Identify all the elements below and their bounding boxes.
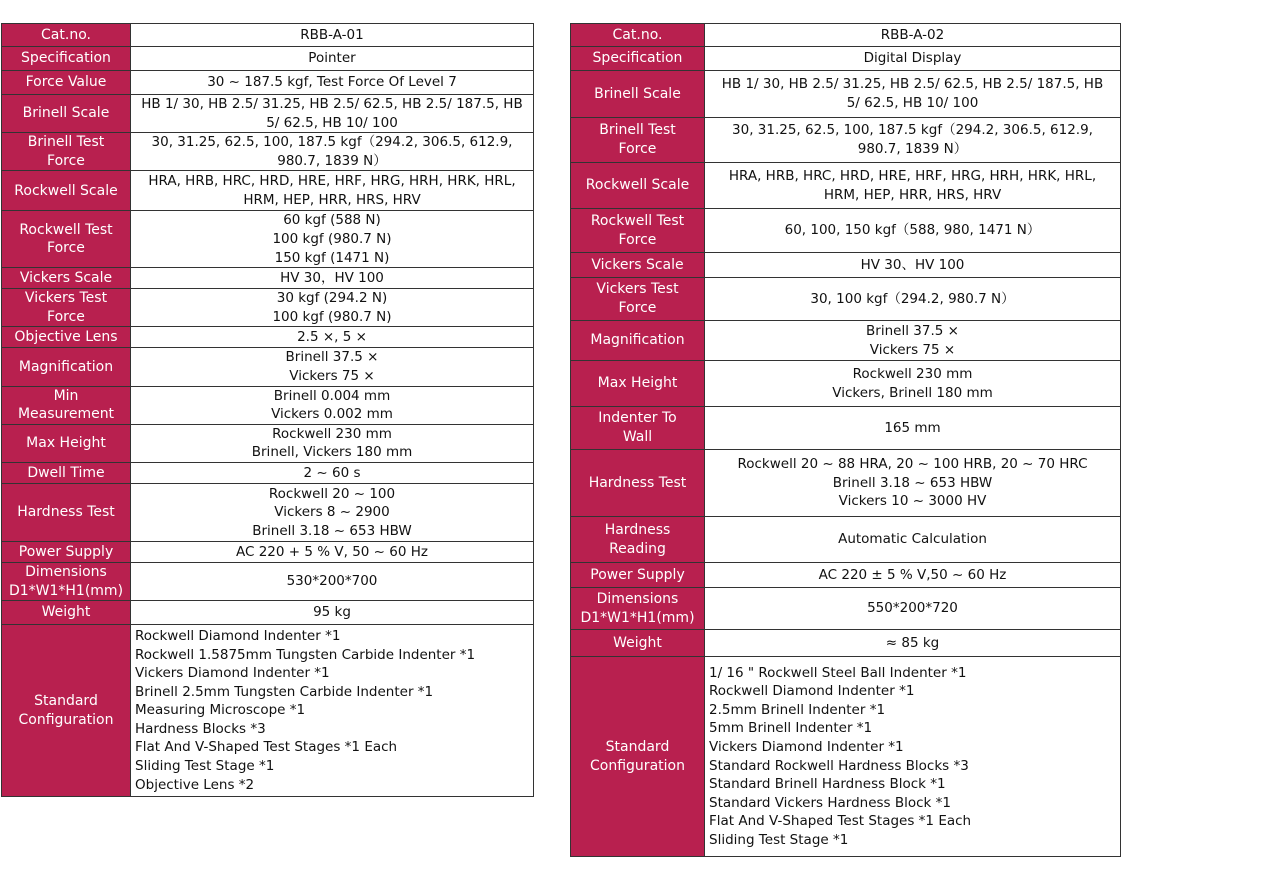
- spec-value: [131, 462, 534, 483]
- spec-value: [705, 517, 1121, 563]
- spec-value-line: Standard Brinell Hardness Block *1: [709, 776, 946, 793]
- spec-value-line: Rockwell 20 ~ 100: [268, 485, 396, 502]
- spec-value-line: Brinell 3.18 ~ 653 HBW: [832, 474, 993, 491]
- spec-value-line: HRA, HRB, HRC, HRD, HRE, HRF, HRG, HRH, HRK, HRL,: [148, 173, 516, 190]
- spec-value-line: 100 kgf (980.7 N): [272, 230, 392, 247]
- spec-value: [705, 47, 1121, 71]
- spec-value-line: Brinell, Vickers 180 mm: [251, 444, 413, 461]
- spec-value-line: Vickers Diamond Indenter *1: [709, 738, 904, 755]
- spec-value-line: 550*200*720: [867, 600, 958, 617]
- spec-value-line: 95 kg: [313, 604, 351, 621]
- spec-row-dimensions-d1-w1-h1-mm: [571, 588, 1121, 630]
- spec-label: [571, 47, 705, 71]
- spec-label-line: Force Value: [25, 74, 107, 91]
- spec-value-line: Brinell 3.18 ~ 653 HBW: [252, 522, 412, 539]
- spec-value: [131, 625, 534, 797]
- spec-value: [131, 348, 534, 386]
- spec-label: [2, 171, 131, 211]
- spec-value-line: 100 kgf (980.7 N): [272, 308, 392, 325]
- spec-row-magnification: [571, 321, 1121, 361]
- spec-row-brinell-scale: [2, 95, 534, 133]
- spec-row-objective-lens: [2, 327, 534, 348]
- spec-row-rockwell-test-force: [2, 211, 534, 268]
- spec-label: [2, 211, 131, 268]
- spec-value-line: Brinell 2.5mm Tungsten Carbide Indenter *1: [135, 683, 434, 700]
- spec-label: [571, 321, 705, 361]
- spec-value-line: Vickers 75 ×: [289, 367, 375, 384]
- spec-value: [705, 253, 1121, 278]
- spec-label-line: Dimensions: [25, 563, 107, 580]
- spec-row-dwell-time: [2, 462, 534, 483]
- spec-label: [2, 95, 131, 133]
- spec-label: [2, 47, 131, 71]
- spec-value-line: Measuring Microscope *1: [135, 702, 306, 719]
- spec-value-line: Automatic Calculation: [838, 531, 987, 548]
- spec-label: [571, 361, 705, 407]
- spec-label-line: Vickers Scale: [591, 256, 684, 273]
- spec-row-force-value: [2, 71, 534, 95]
- spec-value: [131, 133, 534, 171]
- spec-label-line: Measurement: [17, 406, 115, 423]
- spec-value: [705, 163, 1121, 209]
- spec-value-line: Vickers, Brinell 180 mm: [832, 384, 993, 401]
- spec-row-weight: [2, 601, 534, 625]
- spec-value-line: AC 220 ± 5 % V,50 ~ 60 Hz: [818, 566, 1007, 583]
- spec-label-line: Force: [47, 152, 85, 169]
- spec-row-min-measurement: [2, 386, 534, 424]
- spec-value-line: 30, 100 kgf（294.2, 980.7 N）: [810, 290, 1015, 307]
- spec-row-standard-configuration: [2, 625, 534, 797]
- spec-label-line: Configuration: [18, 711, 114, 728]
- spec-value-line: RBB-A-02: [880, 26, 945, 43]
- spec-row-dimensions-d1-w1-h1-mm: [2, 562, 534, 600]
- spec-label: [2, 268, 131, 289]
- spec-label: [2, 562, 131, 600]
- spec-value-line: 2.5mm Brinell Indenter *1: [709, 701, 886, 718]
- spec-value: [131, 601, 534, 625]
- spec-label-line: Brinell Test: [599, 122, 676, 139]
- spec-value-line: AC 220 + 5 % V, 50 ~ 60 Hz: [236, 543, 428, 560]
- spec-value-line: 165 mm: [884, 419, 941, 436]
- spec-row-brinell-scale: [571, 71, 1121, 118]
- spec-value-line: HB 1/ 30, HB 2.5/ 31.25, HB 2.5/ 62.5, HB 2.5/ 187.5, HB: [721, 76, 1104, 93]
- spec-label-line: Objective Lens: [14, 329, 118, 346]
- spec-value-line: Vickers 0.002 mm: [271, 406, 393, 423]
- spec-value-line: Rockwell 1.5875mm Tungsten Carbide Indenter *1: [135, 646, 476, 663]
- spec-value-line: Rockwell 230 mm: [272, 425, 392, 442]
- spec-value: [131, 211, 534, 268]
- spec-label: [571, 517, 705, 563]
- spec-label-line: Force: [618, 231, 657, 248]
- spec-label-line: Force: [47, 240, 85, 257]
- spec-value: [705, 361, 1121, 407]
- spec-label-line: Power Supply: [590, 566, 685, 583]
- spec-value-line: Sliding Test Stage *1: [709, 831, 849, 848]
- spec-label: [2, 601, 131, 625]
- spec-row-vickers-scale: [571, 253, 1121, 278]
- spec-row-hardness-test: [571, 450, 1121, 517]
- spec-value-line: 5/ 62.5, HB 10/ 100: [846, 95, 979, 111]
- spec-value-line: Brinell 0.004 mm: [273, 387, 391, 404]
- spec-row-cat-no: [2, 24, 534, 47]
- spec-label-line: Vickers Scale: [19, 269, 113, 286]
- spec-label-line: Standard: [605, 738, 670, 755]
- spec-value-line: Brinell 37.5 ×: [866, 322, 959, 339]
- spec-row-vickers-test-force: [571, 278, 1121, 321]
- spec-value: [131, 562, 534, 600]
- spec-row-weight: [571, 630, 1121, 657]
- spec-value: [705, 657, 1121, 857]
- spec-table-rbb-a-02: [570, 23, 1121, 857]
- spec-row-hardness-test: [2, 483, 534, 541]
- spec-label: [571, 630, 705, 657]
- spec-value-line: 30 ~ 187.5 kgf, Test Force Of Level 7: [207, 74, 457, 91]
- spec-label-line: Configuration: [590, 757, 685, 774]
- spec-value-line: ≈ 85 kg: [885, 634, 940, 651]
- spec-label-line: Weight: [41, 604, 91, 621]
- spec-value: [705, 450, 1121, 517]
- spec-value: [131, 424, 534, 462]
- spec-label-line: Hardness Test: [17, 504, 115, 521]
- spec-value-line: 980.7, 1839 N）: [857, 141, 968, 157]
- spec-label: [2, 289, 131, 327]
- spec-label-line: Brinell Scale: [22, 105, 110, 122]
- spec-label: [571, 657, 705, 857]
- spec-value: [131, 95, 534, 133]
- spec-label: [2, 483, 131, 541]
- spec-label-line: Magnification: [590, 332, 685, 349]
- spec-label: [571, 588, 705, 630]
- spec-label-line: Hardness: [604, 521, 671, 538]
- spec-label-line: Rockwell Scale: [585, 177, 690, 194]
- spec-row-cat-no: [571, 24, 1121, 47]
- spec-value-line: Vickers 75 ×: [869, 341, 956, 358]
- spec-value-line: 30, 31.25, 62.5, 100, 187.5 kgf（294.2, 306.5, 612.9,: [151, 134, 513, 151]
- spec-value: [705, 278, 1121, 321]
- spec-value-line: RBB-A-01: [300, 26, 364, 43]
- spec-value-line: 2.5 ×, 5 ×: [297, 329, 367, 346]
- spec-label-line: Vickers Test: [596, 281, 679, 298]
- spec-value-line: Sliding Test Stage *1: [135, 758, 275, 775]
- spec-row-power-supply: [2, 541, 534, 562]
- spec-row-max-height: [2, 424, 534, 462]
- spec-label-line: Dwell Time: [27, 464, 105, 481]
- spec-row-hardness-reading: [571, 517, 1121, 563]
- spec-value-line: HRM, HEP, HRR, HRS, HRV: [823, 186, 1002, 203]
- spec-row-vickers-scale: [2, 268, 534, 289]
- spec-label-line: Brinell Test: [27, 134, 105, 151]
- spec-value: [131, 24, 534, 47]
- spec-row-brinell-test-force: [2, 133, 534, 171]
- spec-value-line: 1/ 16 " Rockwell Steel Ball Indenter *1: [709, 664, 967, 681]
- spec-row-indenter-to-wall: [571, 407, 1121, 450]
- spec-value-line: HRM, HEP, HRR, HRS, HRV: [243, 191, 421, 208]
- spec-row-specification: [571, 47, 1121, 71]
- spec-table-rbb-a-01: [1, 23, 534, 797]
- spec-value-line: Hardness Blocks *3: [135, 720, 266, 737]
- spec-label: [2, 24, 131, 47]
- spec-row-vickers-test-force: [2, 289, 534, 327]
- spec-value: [705, 71, 1121, 118]
- spec-value: [705, 407, 1121, 450]
- spec-label: [2, 348, 131, 386]
- spec-label-line: Force: [47, 308, 85, 325]
- spec-label-line: Cat.no.: [612, 26, 663, 43]
- spec-row-brinell-test-force: [571, 118, 1121, 163]
- spec-value-line: Standard Vickers Hardness Block *1: [709, 794, 952, 811]
- spec-row-magnification: [2, 348, 534, 386]
- spec-value-line: Rockwell Diamond Indenter *1: [135, 627, 341, 644]
- spec-value: [705, 630, 1121, 657]
- spec-value-line: Rockwell 230 mm: [852, 365, 973, 382]
- spec-value: [705, 209, 1121, 253]
- spec-label: [2, 462, 131, 483]
- spec-label: [571, 71, 705, 118]
- spec-value-line: Vickers 8 ~ 2900: [274, 504, 390, 521]
- spec-label: [571, 24, 705, 47]
- spec-label-line: Rockwell Scale: [14, 182, 118, 199]
- spec-label-line: Cat.no.: [41, 26, 91, 43]
- spec-value-line: 980.7, 1839 N）: [277, 152, 387, 169]
- spec-value-line: Pointer: [308, 50, 356, 67]
- spec-row-power-supply: [571, 563, 1121, 588]
- spec-value-line: HV 30，HV 100: [280, 269, 384, 286]
- spec-label-line: Vickers Test: [24, 290, 108, 307]
- spec-value-line: Standard Rockwell Hardness Blocks *3: [709, 757, 969, 774]
- spec-label-line: Weight: [613, 634, 662, 651]
- spec-label: [571, 163, 705, 209]
- spec-value-line: 530*200*700: [286, 573, 378, 590]
- spec-label: [2, 71, 131, 95]
- spec-label-line: Wall: [622, 429, 653, 445]
- spec-value-line: 30, 31.25, 62.5, 100, 187.5 kgf（294.2, 306.5, 612.9,: [732, 122, 1093, 139]
- spec-value: [705, 24, 1121, 47]
- spec-value: [131, 483, 534, 541]
- spec-value-line: 5/ 62.5, HB 10/ 100: [266, 114, 398, 131]
- spec-label-line: Max Height: [26, 435, 106, 452]
- spec-label: [2, 424, 131, 462]
- spec-label: [2, 133, 131, 171]
- spec-value-line: HRA, HRB, HRC, HRD, HRE, HRF, HRG, HRH, HRK, HRL,: [728, 167, 1097, 184]
- spec-value-line: Vickers Diamond Indenter *1: [135, 665, 330, 682]
- spec-label-line: D1*W1*H1(mm): [8, 582, 124, 599]
- spec-value-line: HB 1/ 30, HB 2.5/ 31.25, HB 2.5/ 62.5, HB 2.5/ 187.5, HB: [141, 96, 523, 112]
- spec-value-line: Rockwell Diamond Indenter *1: [709, 683, 915, 700]
- spec-value-line: 150 kgf (1471 N): [274, 249, 390, 266]
- spec-row-standard-configuration: [571, 657, 1121, 857]
- spec-label-line: D1*W1*H1(mm): [580, 609, 695, 626]
- spec-label-line: Force: [618, 141, 657, 157]
- spec-label: [2, 625, 131, 797]
- spec-value-line: 30 kgf (294.2 N): [276, 290, 388, 307]
- spec-value: [705, 118, 1121, 163]
- spec-value-line: Flat And V-Shaped Test Stages *1 Each: [709, 813, 972, 830]
- spec-label-line: Min: [53, 387, 79, 404]
- spec-label: [2, 327, 131, 348]
- spec-label: [571, 118, 705, 163]
- spec-value-line: Digital Display: [863, 50, 962, 67]
- spec-value: [131, 268, 534, 289]
- spec-row-specification: [2, 47, 534, 71]
- spec-value-line: Brinell 37.5 ×: [285, 349, 379, 366]
- spec-value-line: HV 30、HV 100: [860, 256, 965, 273]
- spec-value-line: Rockwell 20 ~ 88 HRA, 20 ~ 100 HRB, 20 ~ 70 HRC: [737, 456, 1088, 473]
- spec-row-rockwell-scale: [571, 163, 1121, 209]
- spec-label: [571, 209, 705, 253]
- spec-label: [571, 407, 705, 450]
- spec-value: [131, 71, 534, 95]
- spec-label: [571, 563, 705, 588]
- spec-row-max-height: [571, 361, 1121, 407]
- spec-value-line: Flat And V-Shaped Test Stages *1 Each: [135, 739, 398, 756]
- spec-label-line: Specification: [21, 50, 111, 67]
- spec-label-line: Power Supply: [18, 543, 114, 560]
- spec-value: [705, 588, 1121, 630]
- spec-row-rockwell-test-force: [571, 209, 1121, 253]
- spec-value-line: Vickers 10 ~ 3000 HV: [838, 493, 987, 510]
- spec-value: [705, 563, 1121, 588]
- spec-label: [2, 386, 131, 424]
- spec-value: [131, 47, 534, 71]
- spec-row-rockwell-scale: [2, 171, 534, 211]
- spec-label-line: Force: [618, 300, 657, 316]
- spec-label: [2, 541, 131, 562]
- spec-value: [131, 289, 534, 327]
- spec-label-line: Brinell Scale: [594, 85, 681, 102]
- spec-label-line: Dimensions: [596, 590, 679, 607]
- spec-value-line: 5mm Brinell Indenter *1: [709, 720, 873, 737]
- spec-label-line: Reading: [609, 540, 666, 557]
- spec-value-line: Objective Lens *2: [135, 776, 255, 793]
- spec-label-line: Rockwell Test: [19, 221, 113, 238]
- spec-label-line: Hardness Test: [588, 474, 687, 491]
- spec-value: [131, 171, 534, 211]
- spec-value: [131, 541, 534, 562]
- spec-value-line: 60 kgf (588 N): [283, 212, 381, 229]
- spec-label-line: Rockwell Test: [590, 212, 685, 229]
- spec-label-line: Magnification: [18, 358, 114, 375]
- spec-label: [571, 278, 705, 321]
- spec-label: [571, 450, 705, 517]
- spec-label-line: Specification: [592, 50, 683, 67]
- spec-value: [131, 327, 534, 348]
- spec-label-line: Indenter To: [598, 410, 677, 427]
- spec-label-line: Max Height: [597, 375, 678, 392]
- spec-label-line: Standard: [34, 693, 98, 709]
- spec-label: [571, 253, 705, 278]
- spec-value: [705, 321, 1121, 361]
- spec-value: [131, 386, 534, 424]
- spec-value-line: 60, 100, 150 kgf（588, 980, 1471 N）: [784, 222, 1041, 239]
- spec-value-line: 2 ~ 60 s: [303, 464, 361, 481]
